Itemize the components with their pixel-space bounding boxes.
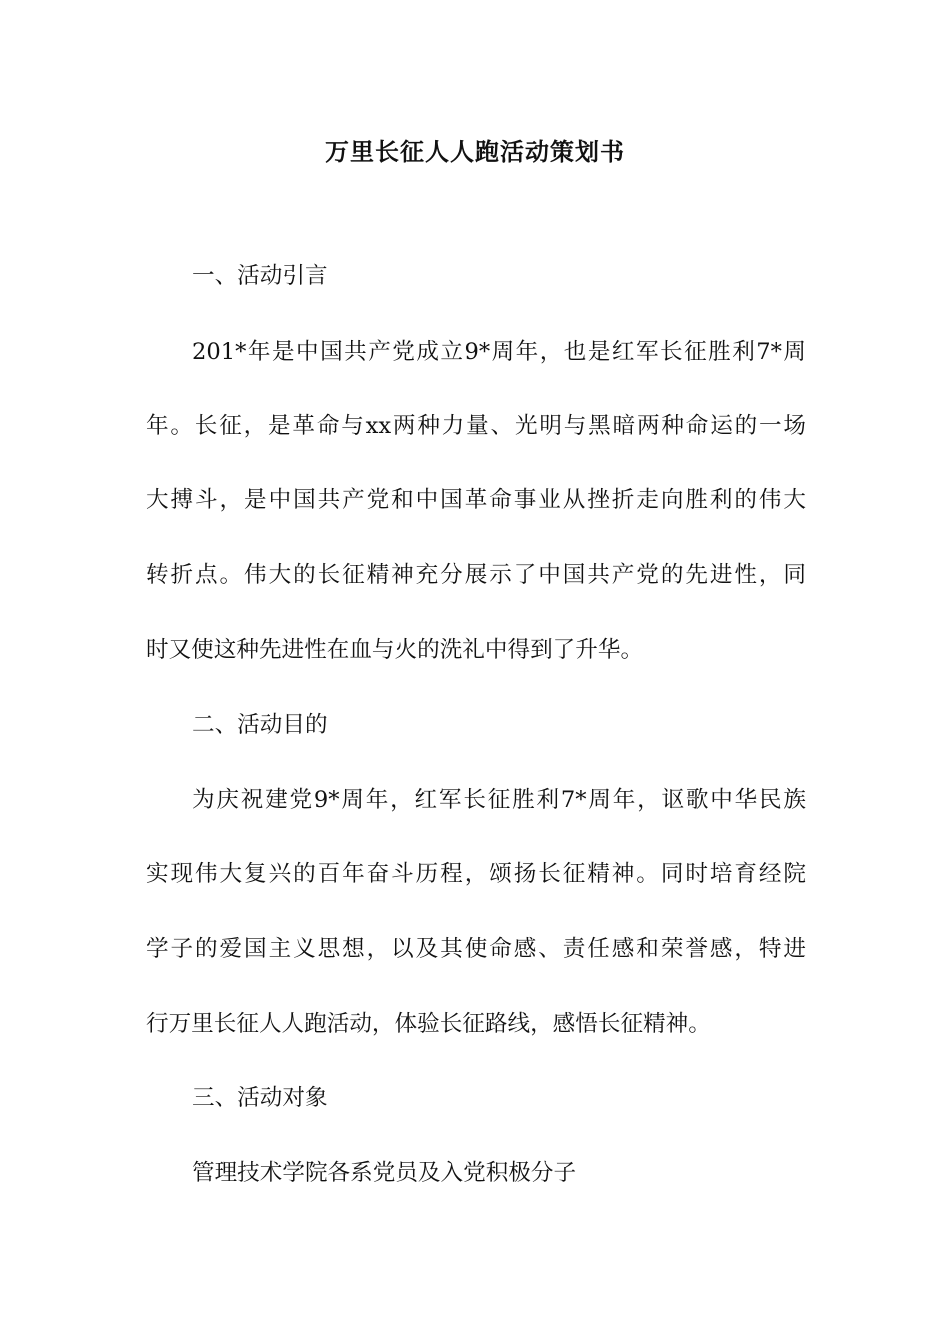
paragraph-line: 大搏斗，是中国共产党和中国革命事业从挫折走向胜利的伟大: [146, 487, 806, 513]
paragraph-line: 学子的爱国主义思想，以及其使命感、责任感和荣誉感，特进: [146, 936, 806, 962]
paragraph-line: 行万里长征人人跑活动，体验长征路线，感悟长征精神。: [146, 1011, 711, 1037]
section-heading-purpose: 二、活动目的: [192, 712, 328, 738]
paragraph-line: 实现伟大复兴的百年奋斗历程，颂扬长征精神。同时培育经院: [146, 861, 806, 887]
document-title: 万里长征人人跑活动策划书: [325, 137, 625, 166]
paragraph-line: 管理技术学院各系党员及入党积极分子: [192, 1160, 577, 1186]
paragraph-line: 为庆祝建党9*周年，红军长征胜利7*周年，讴歌中华民族: [192, 787, 806, 813]
paragraph-line: 转折点。伟大的长征精神充分展示了中国共产党的先进性，同: [146, 562, 806, 588]
paragraph-line: 年。长征，是革命与xx两种力量、光明与黑暗两种命运的一场: [146, 413, 806, 439]
section-heading-participants: 三、活动对象: [192, 1085, 328, 1111]
paragraph-line: 时又使这种先进性在血与火的洗礼中得到了升华。: [146, 637, 644, 663]
section-heading-introduction: 一、活动引言: [192, 263, 328, 289]
paragraph-line: 201*年是中国共产党成立9*周年，也是红军长征胜利7*周: [192, 339, 806, 365]
